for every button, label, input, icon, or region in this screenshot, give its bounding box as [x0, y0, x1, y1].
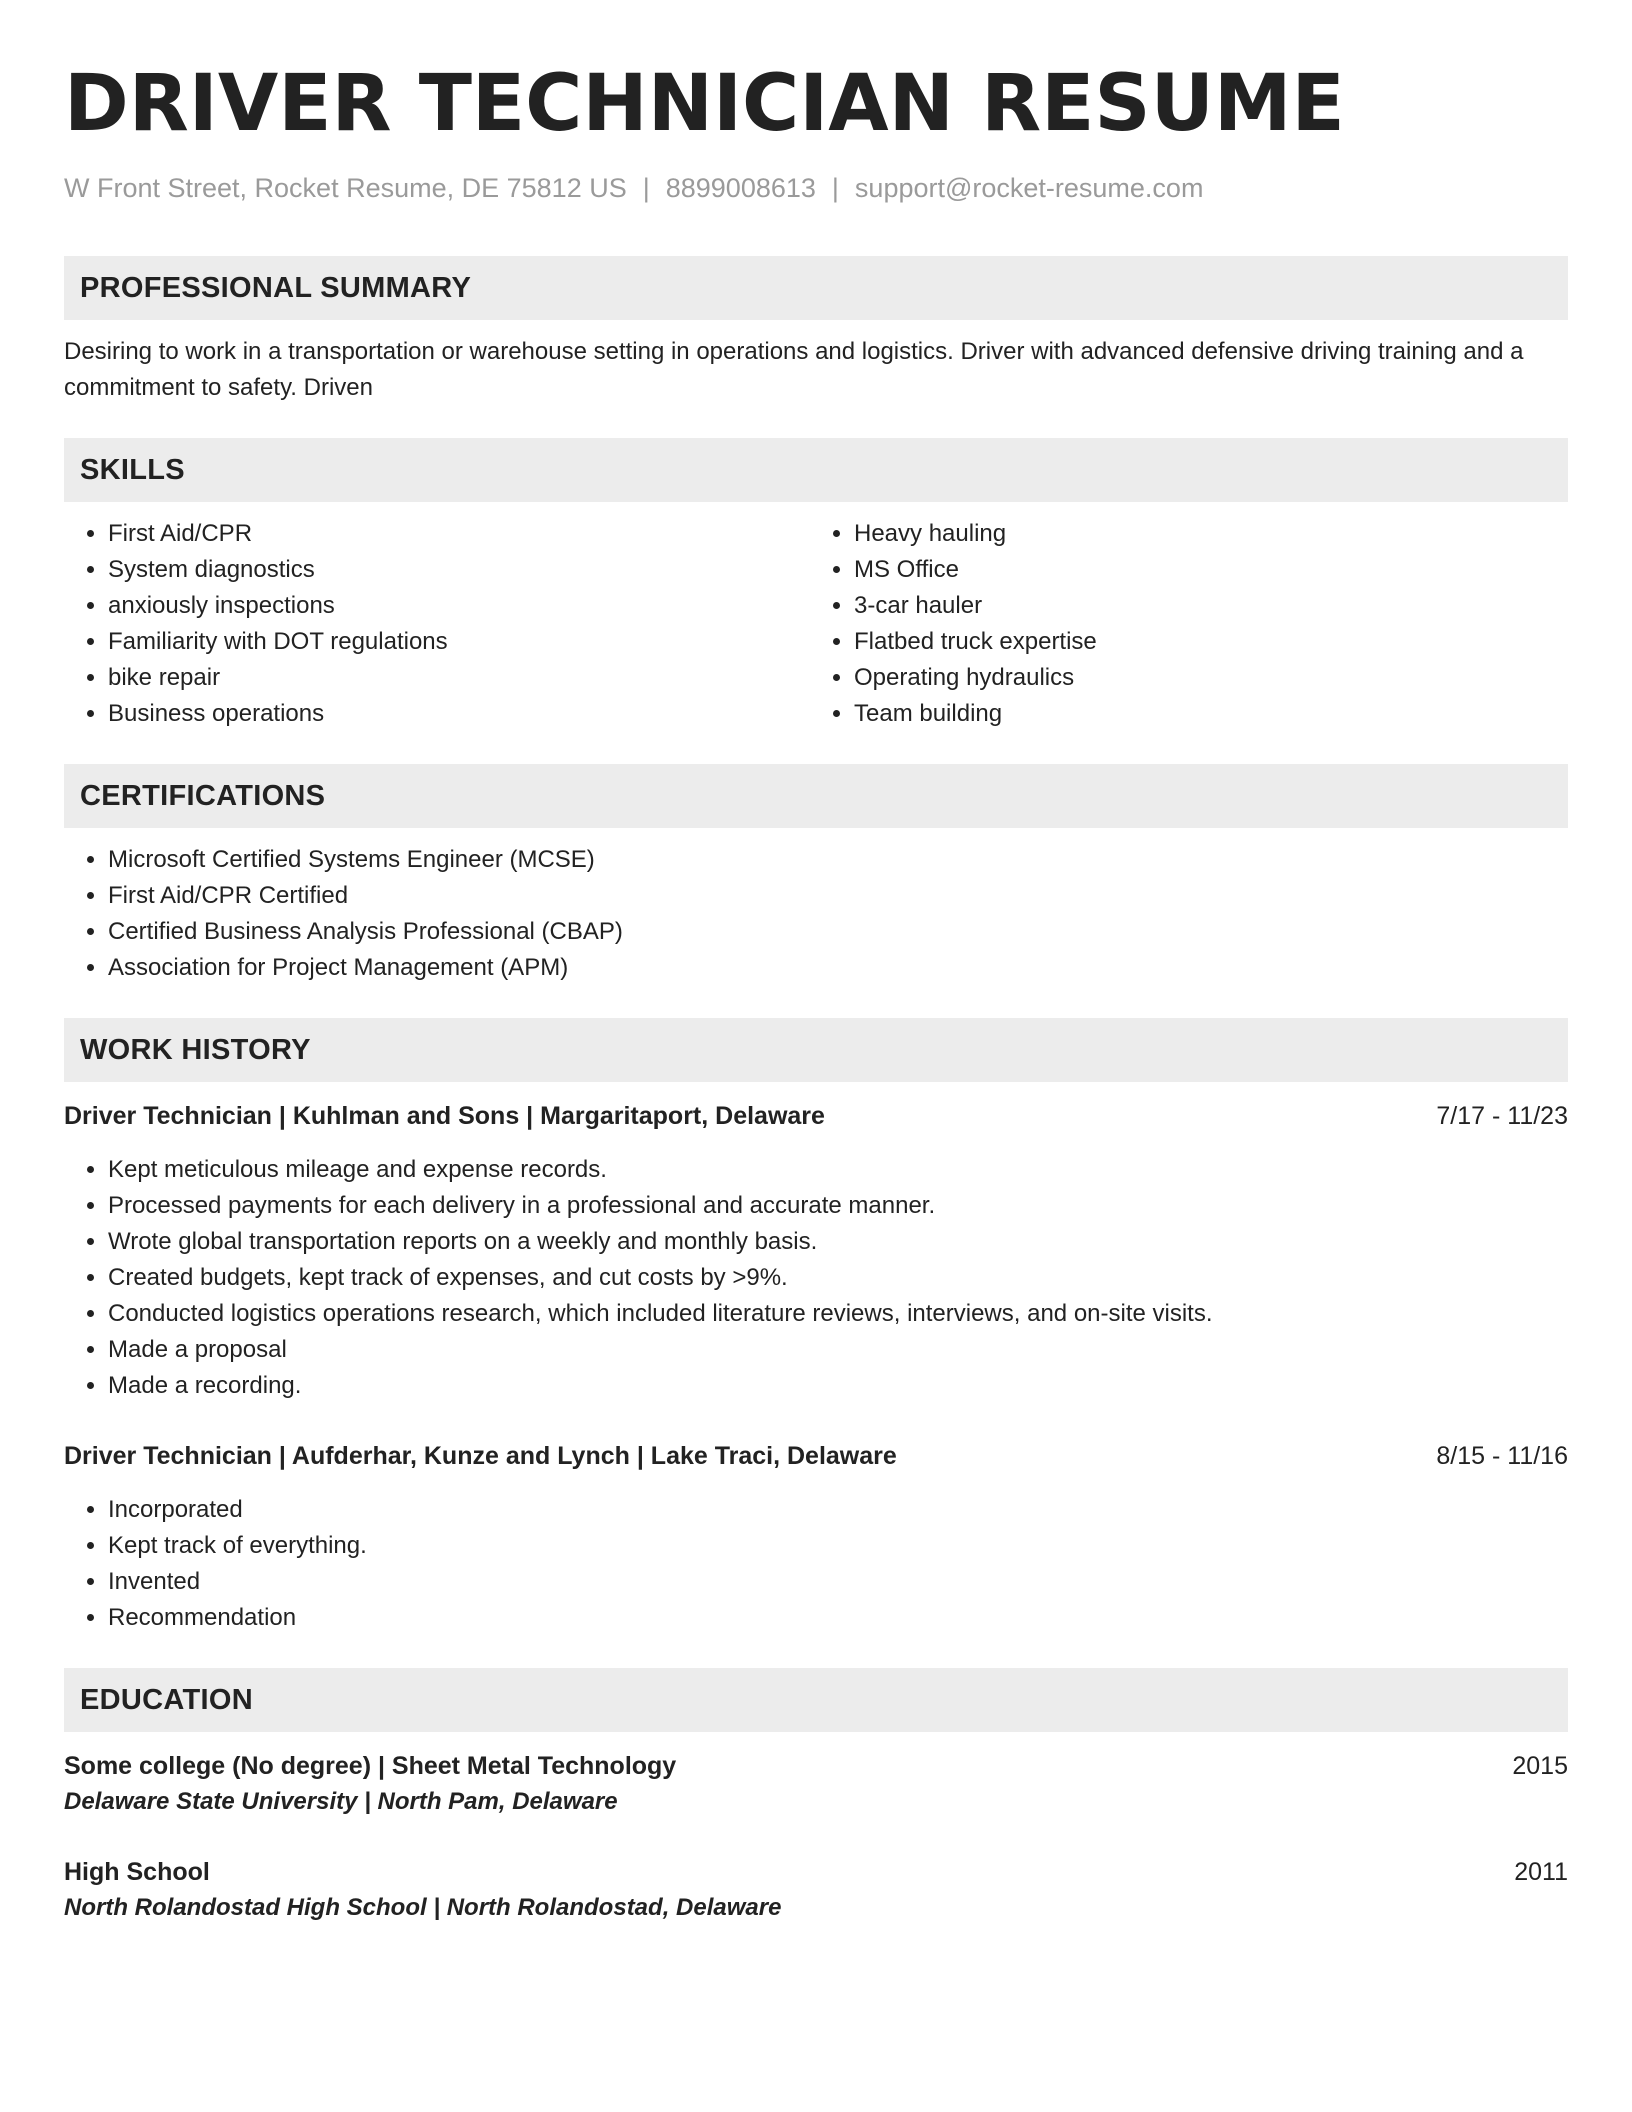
job-bullets	[64, 1492, 1568, 1636]
work-history-heading: WORK HISTORY	[64, 1018, 1568, 1082]
summary-text: Desiring to work in a transportation or warehouse setting in operations and logistics. Driver with advanced defensive driving training and a commitment to safety. Driven	[64, 338, 1524, 401]
skill-item: • Business operations	[108, 696, 816, 732]
certification-item: • Association for Project Management (APM)	[108, 950, 1568, 986]
skills-column-left	[64, 516, 816, 732]
skills-column-right	[816, 516, 1568, 732]
job-bullet: • Processed payments for each delivery in a professional and accurate manner.	[108, 1188, 1568, 1224]
job-title: Driver Technician | Aufderhar, Kunze and Lynch | Lake Traci, Delaware	[64, 1442, 897, 1470]
education-entry	[64, 1748, 1568, 1820]
job-bullet: • Kept track of everything.	[108, 1528, 1568, 1564]
job-header	[64, 1438, 1568, 1474]
education-header	[64, 1748, 1568, 1784]
skill-item: • Heavy hauling	[854, 516, 1568, 552]
education-heading: EDUCATION	[64, 1668, 1568, 1732]
contact-phone: 8899008613	[665, 173, 816, 203]
education-entry	[64, 1854, 1568, 1926]
contact-email: support@rocket-resume.com	[854, 173, 1204, 203]
certifications-heading: CERTIFICATIONS	[64, 764, 1568, 828]
skill-item: • Flatbed truck expertise	[854, 624, 1568, 660]
skills-heading: SKILLS	[64, 438, 1568, 502]
skill-item: • First Aid/CPR	[108, 516, 816, 552]
job-bullet: • Made a proposal	[108, 1332, 1568, 1368]
skill-item: • Team building	[854, 696, 1568, 732]
job-dates: 8/15 - 11/16	[1436, 1442, 1568, 1470]
summary-heading: PROFESSIONAL SUMMARY	[64, 256, 1568, 320]
job-bullet: • Recommendation	[108, 1600, 1568, 1636]
skill-item: • Familiarity with DOT regulations	[108, 624, 816, 660]
skill-item: • System diagnostics	[108, 552, 816, 588]
resume-title: DRIVER TECHNICIAN RESUME	[64, 59, 1345, 149]
job-dates: 7/17 - 11/23	[1436, 1102, 1568, 1130]
education-degree: High School	[64, 1858, 210, 1886]
job-bullets	[64, 1152, 1568, 1404]
job-header	[64, 1098, 1568, 1134]
job-bullet: • Incorporated	[108, 1492, 1568, 1528]
skill-item: • bike repair	[108, 660, 816, 696]
certification-item: • Certified Business Analysis Professional (CBAP)	[108, 914, 1568, 950]
certification-item: • First Aid/CPR Certified	[108, 878, 1568, 914]
contact-address: W Front Street, Rocket Resume, DE 75812 US	[64, 173, 627, 203]
job-bullet: • Wrote global transportation reports on a weekly and monthly basis.	[108, 1224, 1568, 1260]
skill-item: • 3-car hauler	[854, 588, 1568, 624]
job-bullet: • Created budgets, kept track of expenses, and cut costs by >9%.	[108, 1260, 1568, 1296]
education-school: Delaware State University | North Pam, Delaware	[64, 1788, 618, 1815]
contact-separator: |	[642, 173, 650, 203]
job-entry	[64, 1098, 1568, 1404]
job-entry	[64, 1438, 1568, 1636]
certification-item: • Microsoft Certified Systems Engineer (MCSE)	[108, 842, 1568, 878]
skills-list	[64, 516, 1568, 732]
education-year: 2015	[1512, 1752, 1568, 1780]
skill-item: • Operating hydraulics	[854, 660, 1568, 696]
skill-item: • MS Office	[854, 552, 1568, 588]
job-bullet: • Kept meticulous mileage and expense records.	[108, 1152, 1568, 1188]
job-title: Driver Technician | Kuhlman and Sons | Margaritaport, Delaware	[64, 1102, 825, 1130]
education-year: 2011	[1514, 1858, 1568, 1886]
job-bullet: • Conducted logistics operations research, which included literature reviews, interviews, and on-site visits.	[108, 1296, 1568, 1332]
education-header	[64, 1854, 1568, 1890]
job-bullet: • Invented	[108, 1564, 1568, 1600]
contact-line	[64, 170, 1568, 206]
certifications-list	[64, 842, 1568, 986]
education-degree: Some college (No degree) | Sheet Metal Technology	[64, 1752, 677, 1780]
job-bullet: • Made a recording.	[108, 1368, 1568, 1404]
education-school: North Rolandostad High School | North Rolandostad, Delaware	[64, 1894, 782, 1921]
contact-separator: |	[831, 173, 839, 203]
skill-item: • anxiously inspections	[108, 588, 816, 624]
